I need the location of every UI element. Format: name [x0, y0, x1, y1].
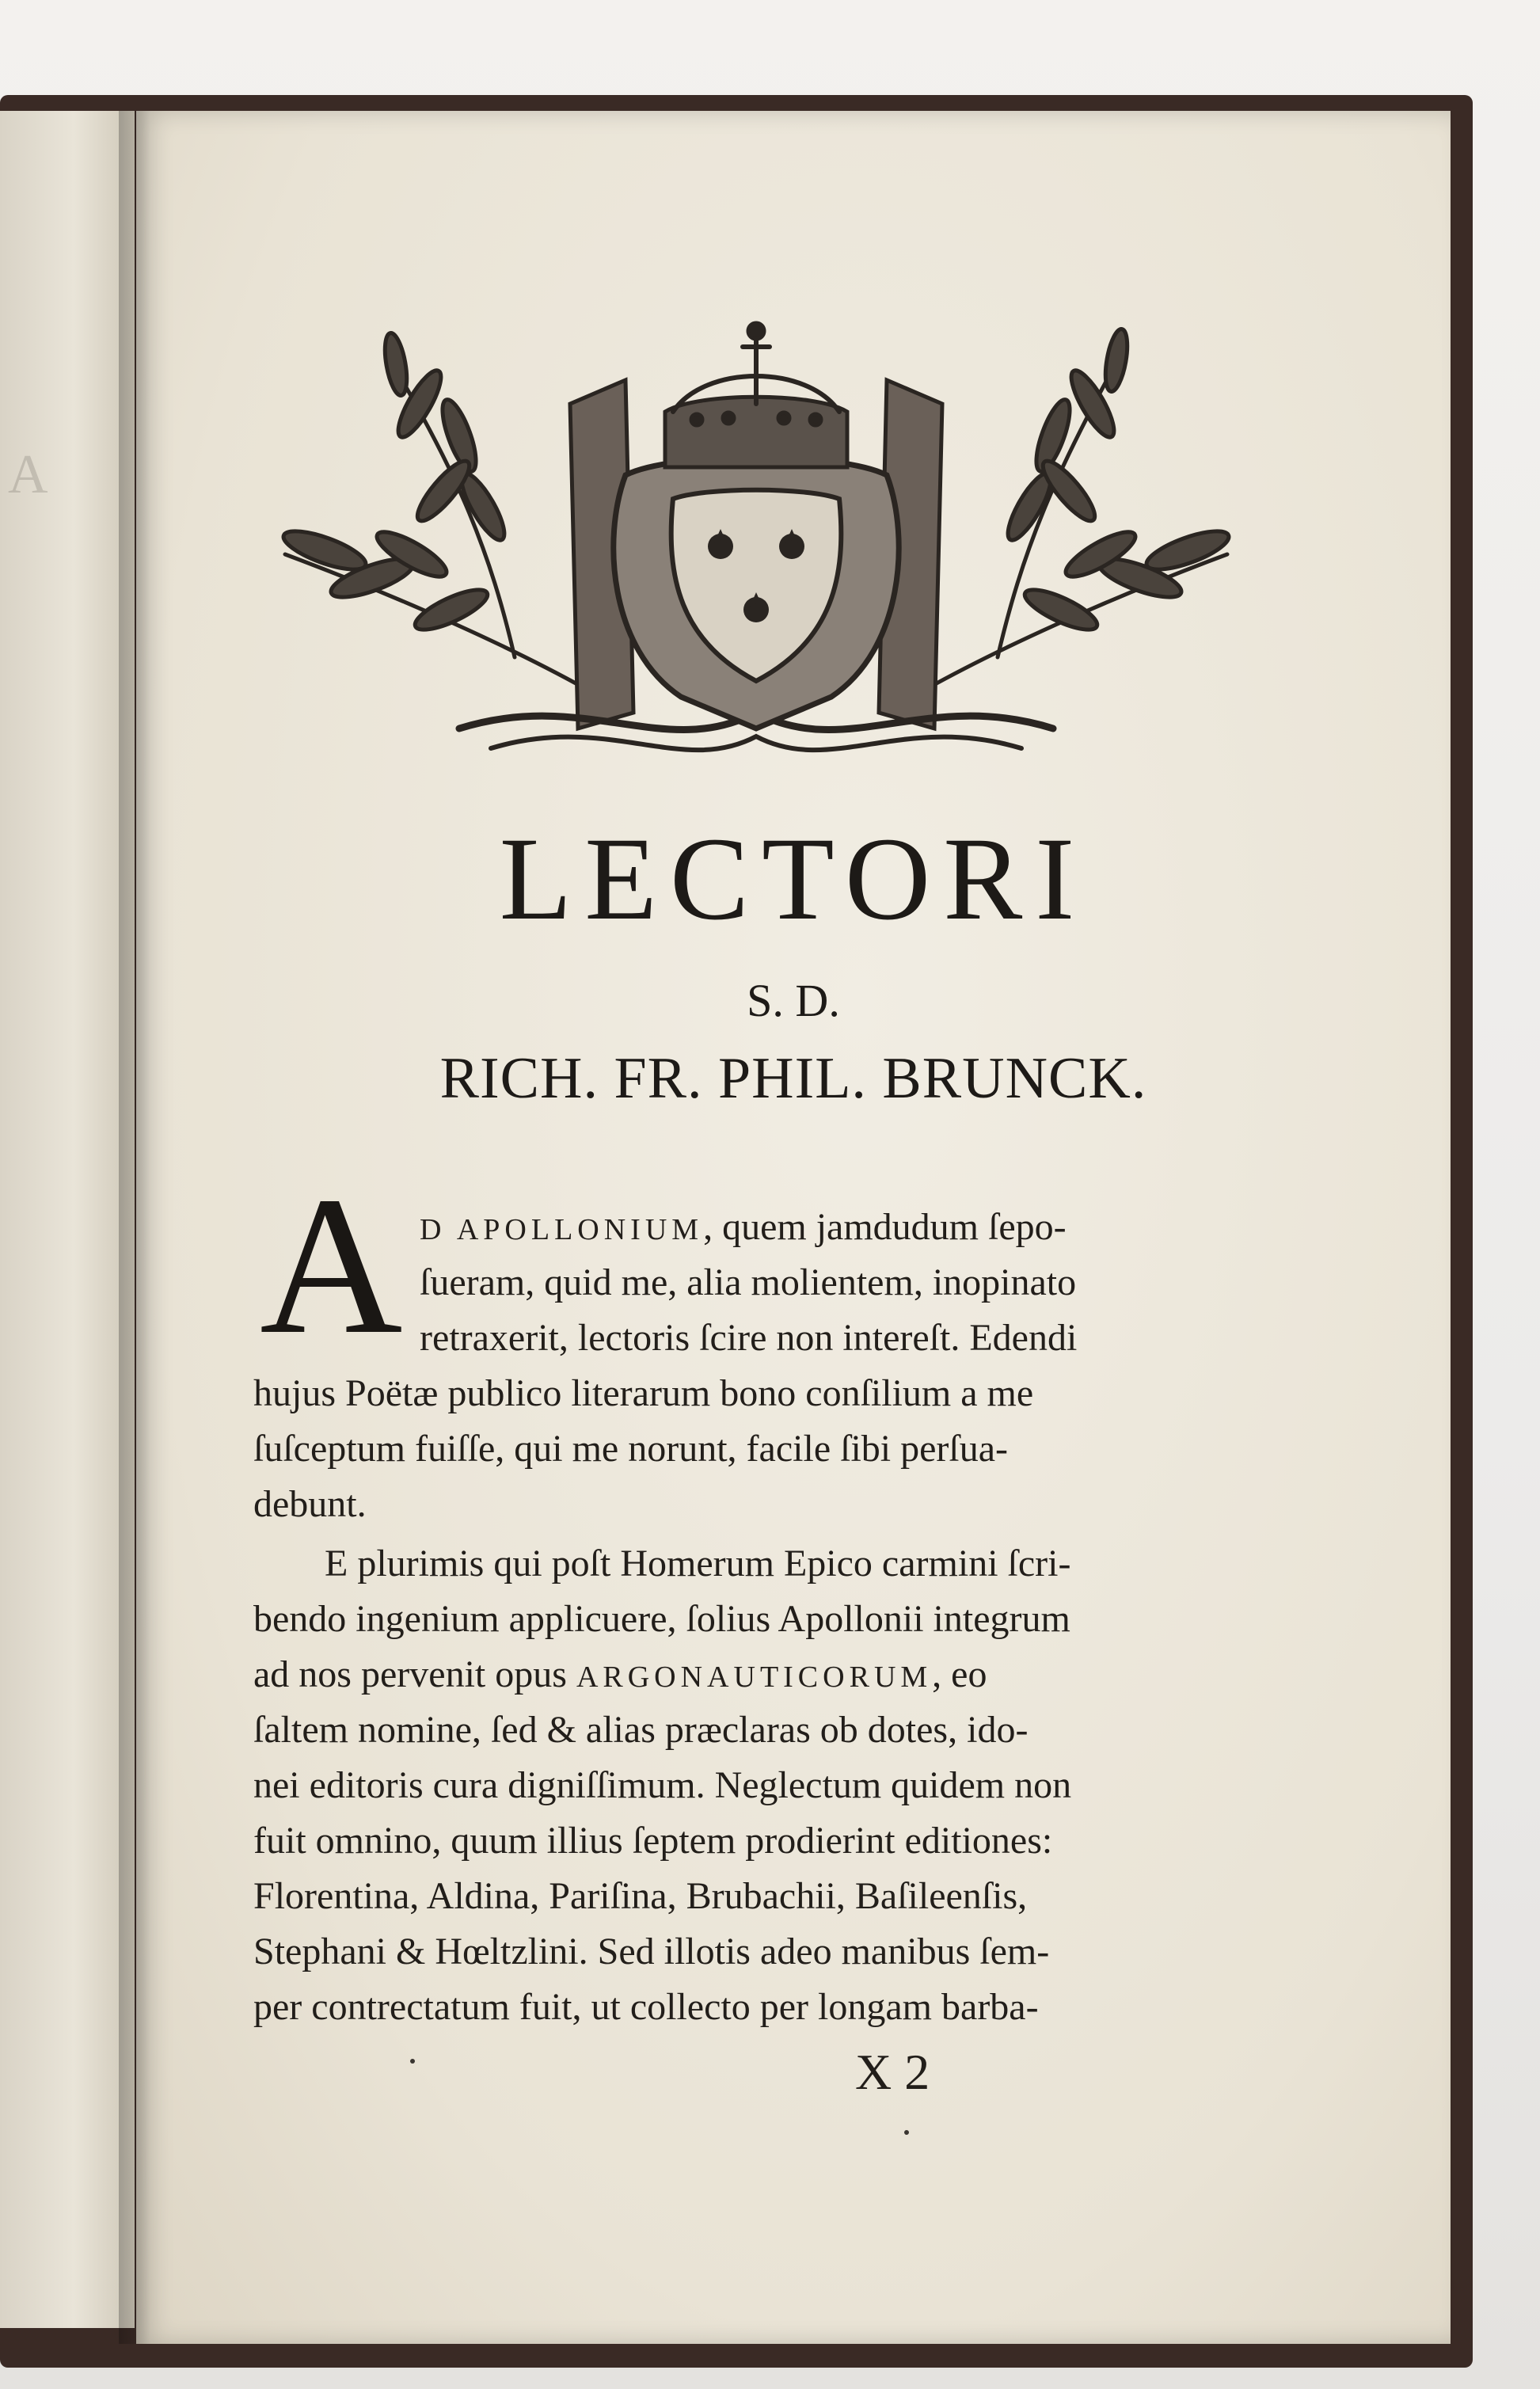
text-line: bendo ingenium applicuere, ſolius Apollonii integrum	[253, 1598, 1070, 1640]
royal-arms-ornament	[253, 317, 1259, 760]
text-line: ad nos pervenit opus ARGONAUTICORUM, eo	[253, 1653, 987, 1695]
text-line: nei editoris cura digniſſimum. Neglectum quidem non	[253, 1764, 1072, 1806]
text-line: hujus Poëtæ publico literarum bono conſilium a me	[253, 1372, 1034, 1414]
drop-cap: A	[260, 1156, 403, 1375]
text-line: ſuſceptum fuiſſe, qui me norunt, facile ſibi perſua-	[253, 1428, 1009, 1470]
left-page-edge	[0, 111, 135, 2328]
page-title: LECTORI	[499, 813, 1088, 945]
text-line: fuit omnino, quum illius ſeptem prodierint editiones:	[253, 1820, 1053, 1862]
page-gutter-shadow	[119, 111, 150, 2344]
left-laurel-branch	[279, 332, 586, 689]
crown	[665, 323, 847, 467]
right-laurel-branch	[926, 328, 1233, 689]
signature-mark: X 2	[855, 2044, 930, 2100]
text-line: Stephani & Hœltzlini. Sed illotis adeo manibus ſem-	[253, 1931, 1050, 1972]
text-line: per contrectatum fuit, ut collecto per longam barba-	[253, 1986, 1039, 2028]
text-line: retraxerit, lectoris ſcire non intereſt. Edendi	[420, 1317, 1078, 1359]
paper-speck	[410, 2059, 415, 2064]
text-line: ſaltem nomine, ſed & alias præclaras ob dotes, ido-	[253, 1709, 1029, 1751]
text-line: E plurimis qui poſt Homerum Epico carmini ſcri-	[325, 1543, 1071, 1584]
author-name: RICH. FR. PHIL. BRUNCK.	[439, 1046, 1147, 1111]
paper-speck	[904, 2130, 909, 2135]
salutation: S. D.	[747, 975, 840, 1026]
text-line: Florentina, Aldina, Pariſina, Brubachii, Baſileenſis,	[253, 1875, 1028, 1917]
text-line: ſueram, quid me, alia molientem, inopinato	[420, 1261, 1077, 1303]
show-through-mark: A	[8, 444, 48, 505]
text-line: debunt.	[253, 1483, 367, 1525]
text-line: D APOLLONIUM, quem jamdudum ſepo-	[420, 1206, 1067, 1248]
